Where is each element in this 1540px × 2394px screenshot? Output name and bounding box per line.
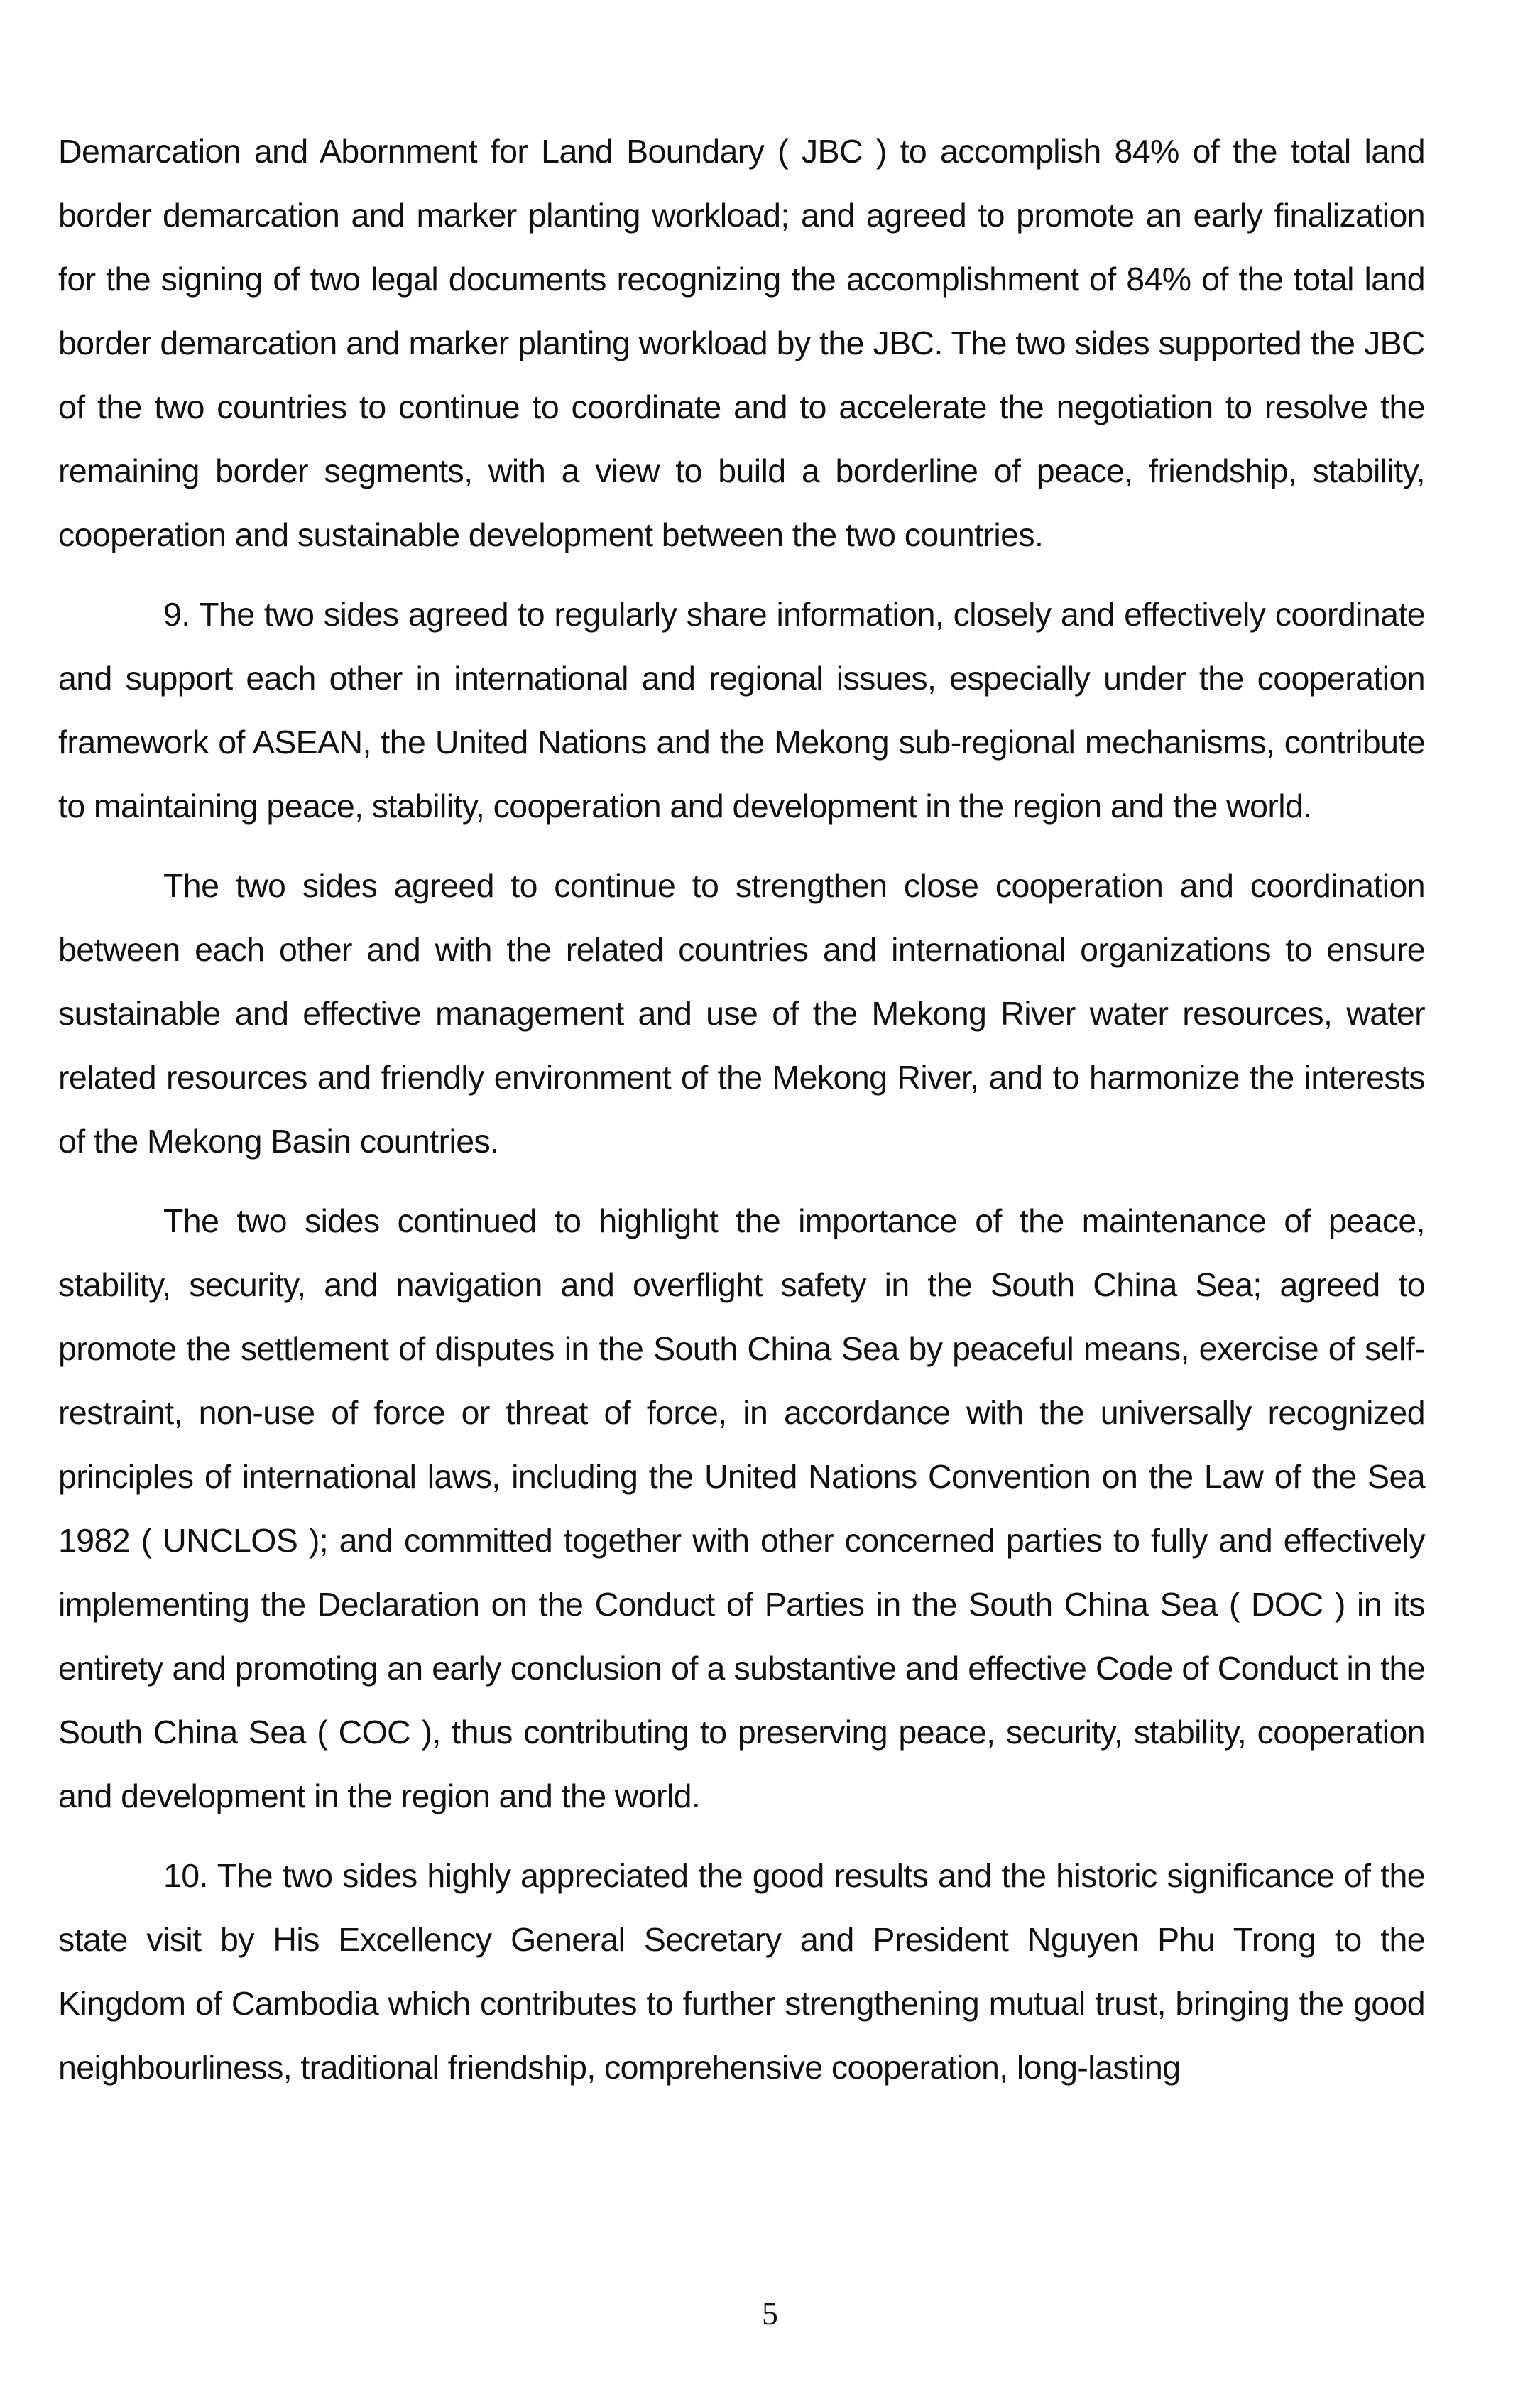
paragraph-text: Demarcation and Abornment for Land Boundary ( JBC ) to accomplish 84% of the total land border demarcation and marker planting workload; and agreed to promote an early finalization for the signing of two legal documents recognizing the accomplishment of 84% of the total land border demarcation and marker planting workload by the JBC. The two sides supported the JBC of the two countries to continue to coordinate and to accelerate the negotiation to resolve the remaining border segments, with a view to build a borderline of peace, friendship, stability, cooperation and sustainable development between the two countries. (58, 133, 1425, 553)
paragraph-text: . The two sides agreed to regularly share information, closely and effectively coordinate and support each other in international and regional issues, especially under the cooperation framework of ASEAN, the United Nations and the Mekong sub-regional mechanisms, contribute to maintaining peace, stability, cooperation and development in the region and the world. (58, 596, 1425, 825)
paragraph-text: . The two sides highly appreciated the good results and the historic significance of the state visit by His Excellency General Secretary and President Nguyen Phu Trong to the Kingdom of Cambodia which contributes to further strengthening mutual trust, bringing the good neighbourliness, traditional friendship, comprehensive cooperation, long-lasting (58, 1857, 1425, 2086)
paragraph-10-state-visit (58, 1844, 1425, 2099)
paragraph-south-china-sea (58, 1189, 1425, 1828)
paragraph-number: 9 (163, 596, 182, 633)
paragraph-text: The two sides continued to highlight the importance of the maintenance of peace, stability, security, and navigation and overflight safety in the South China Sea; agreed to promote the settlement of disputes in the South China Sea by peaceful means, exercise of self-restraint, non-use of force or threat of force, in accordance with the universally recognized principles of international laws, including the United Nations Convention on the Law of the Sea 1982 ( UNCLOS ); and committed together with other concerned parties to fully and effectively implementing the Declaration on the Conduct of Parties in the South China Sea ( DOC ) in its entirety and promoting an early conclusion of a substantive and effective Code of Conduct in the South China Sea ( COC ), thus contributing to preserving peace, security, stability, cooperation and development in the region and the world. (58, 1202, 1425, 1814)
paragraph-number: 10 (163, 1857, 200, 1894)
document-body (58, 119, 1425, 2099)
page-number: 5 (762, 2295, 778, 2332)
paragraph-jbc-demarcation (58, 119, 1425, 567)
paragraph-mekong-river-cooperation (58, 854, 1425, 1173)
paragraph-text: The two sides agreed to continue to strengthen close cooperation and coordination between each other and with the related countries and international organizations to ensure sustainable and effective management and use of the Mekong River water resources, water related resources and friendly environment of the Mekong River, and to harmonize the interests of the Mekong Basin countries. (58, 867, 1425, 1160)
paragraph-9-information-sharing (58, 582, 1425, 838)
